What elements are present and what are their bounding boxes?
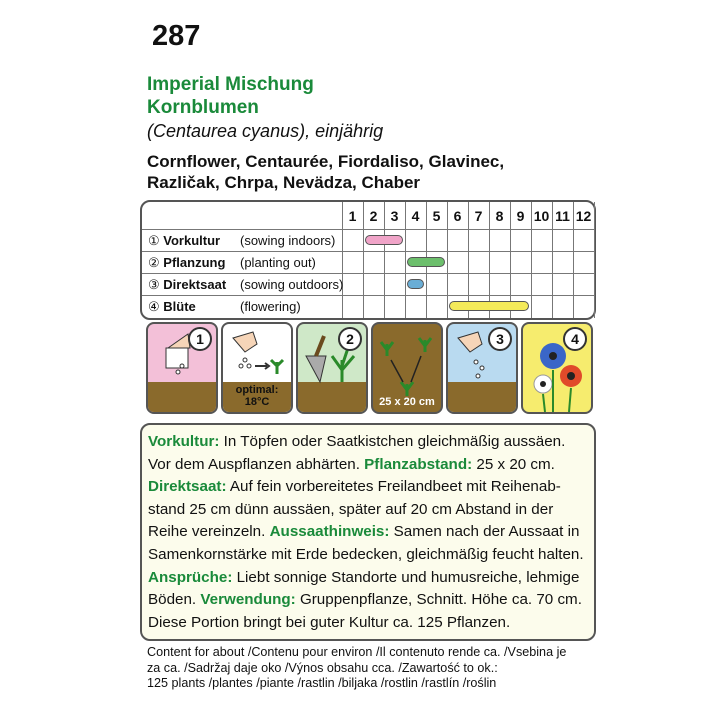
description-heading: Vorkultur:: [148, 433, 220, 450]
description-text: Samen nach der Aussaat in Samenkornstärke mit Erde bedecken, gleichmäßig feucht halten.: [148, 523, 584, 563]
content-line: za ca. /Sadržaj daje oko /Výnos obsahu cca. /Zawartość to ok.:: [147, 660, 498, 675]
calendar-bar: [449, 301, 529, 311]
row-activity: Direktsaat: [163, 277, 227, 292]
month-header: 2: [369, 208, 378, 224]
pictogram-caption: optimal: 18°C: [235, 384, 279, 408]
row-marker: ①: [148, 233, 164, 248]
grid-line: [142, 273, 594, 274]
description-heading: Verwendung:: [200, 591, 296, 609]
month-header: 4: [411, 208, 420, 224]
description-heading: Ansprüche:: [148, 568, 233, 586]
row-activity: Vorkultur: [163, 233, 221, 248]
month-header: 7: [474, 208, 483, 224]
month-header: 8: [495, 208, 504, 224]
row-note: (planting out): [240, 255, 316, 270]
step-badge: 1: [188, 327, 212, 351]
pictogram-strip: [146, 322, 596, 416]
grid-line: [142, 251, 594, 252]
row-marker: ④: [148, 299, 164, 314]
title-line-1: Imperial Mischung: [147, 74, 314, 95]
step-badge: 2: [338, 327, 362, 351]
description-heading: Aussaathinweis:: [269, 523, 390, 541]
month-header: 5: [432, 208, 441, 224]
calendar-row-label: [148, 255, 316, 271]
sowing-calendar: [140, 200, 596, 320]
grid-line: [142, 295, 594, 296]
content-line: 125 plants /plantes /piante /rastlin /biljaka /rostlin /rastlín /roślin: [147, 676, 497, 691]
row-marker: ③: [148, 277, 164, 292]
description-text: Gruppenpflanze, Schnitt. Höhe ca. 70 cm. Diese Portion bringt bei guter Kultur ca. 125 Pflanzen.: [148, 591, 582, 631]
month-header: 9: [516, 208, 525, 224]
planting-out-pictogram: [296, 322, 368, 414]
latin-name: (Centaurea cyanus), einjährig: [147, 121, 384, 141]
sowing-indoors-pictogram: [146, 322, 218, 414]
title-line-2: Kornblumen: [147, 97, 259, 118]
description-text: Auf fein vorbereitetes Freilandbeet mit Reihenab-stand 25 cm dünn aussäen, später auf 20 cm Abstand in der Reihe vereinzeln.: [148, 478, 561, 541]
packet-number: 287: [152, 20, 201, 52]
calendar-row-label: [148, 233, 336, 249]
pictogram-caption: 25 x 20 cm: [379, 396, 435, 408]
direct-sowing-pictogram: [446, 322, 518, 414]
description-heading: Direktsaat:: [148, 478, 227, 496]
common-names-line-2: Različak, Chrpa, Nevädza, Chaber: [147, 173, 421, 192]
step-badge: 3: [488, 327, 512, 351]
flowering-pictogram: [521, 322, 593, 414]
germination-temperature-pictogram: [221, 322, 293, 414]
pictogram-art: [223, 326, 291, 391]
description-text: Liebt sonnige Standorte und humusreiche, lehmige Böden.: [148, 568, 580, 609]
month-header: 12: [575, 208, 592, 224]
cultivation-description: [140, 423, 596, 641]
description-heading: Pflanzabstand:: [364, 455, 473, 473]
calendar-bar: [365, 235, 403, 245]
common-names-line-1: Cornflower, Centaurée, Fiordaliso, Glavinec,: [147, 152, 505, 171]
month-header: 11: [555, 208, 570, 224]
row-activity: Blüte: [163, 299, 196, 314]
row-note: (sowing outdoors): [240, 277, 344, 292]
description-text: 25 x 20 cm.: [472, 455, 555, 473]
spacing-pictogram: [371, 322, 443, 414]
month-header: 1: [348, 208, 357, 224]
content-line: Content for about /Contenu pour environ /Il contenuto rende ca. /Vsebina je: [147, 645, 567, 659]
calendar-row-label: [148, 299, 301, 315]
grid-line: [594, 202, 595, 318]
content-note: [147, 645, 566, 692]
step-badge: 4: [563, 327, 587, 351]
calendar-bar: [407, 279, 424, 289]
row-note: (flowering): [240, 299, 301, 314]
row-activity: Pflanzung: [163, 255, 226, 270]
description-text: In Töpfen oder Saatkistchen gleichmäßig aussäen. Vor dem Auspflanzen abhärten.: [148, 433, 566, 473]
month-header: 6: [453, 208, 462, 224]
grid-line: [142, 229, 594, 230]
row-note: (sowing indoors): [240, 233, 336, 248]
calendar-row-label: [148, 277, 344, 293]
month-header: 10: [533, 208, 550, 224]
calendar-bar: [407, 257, 445, 267]
row-marker: ②: [148, 255, 164, 270]
month-header: 3: [390, 208, 399, 224]
